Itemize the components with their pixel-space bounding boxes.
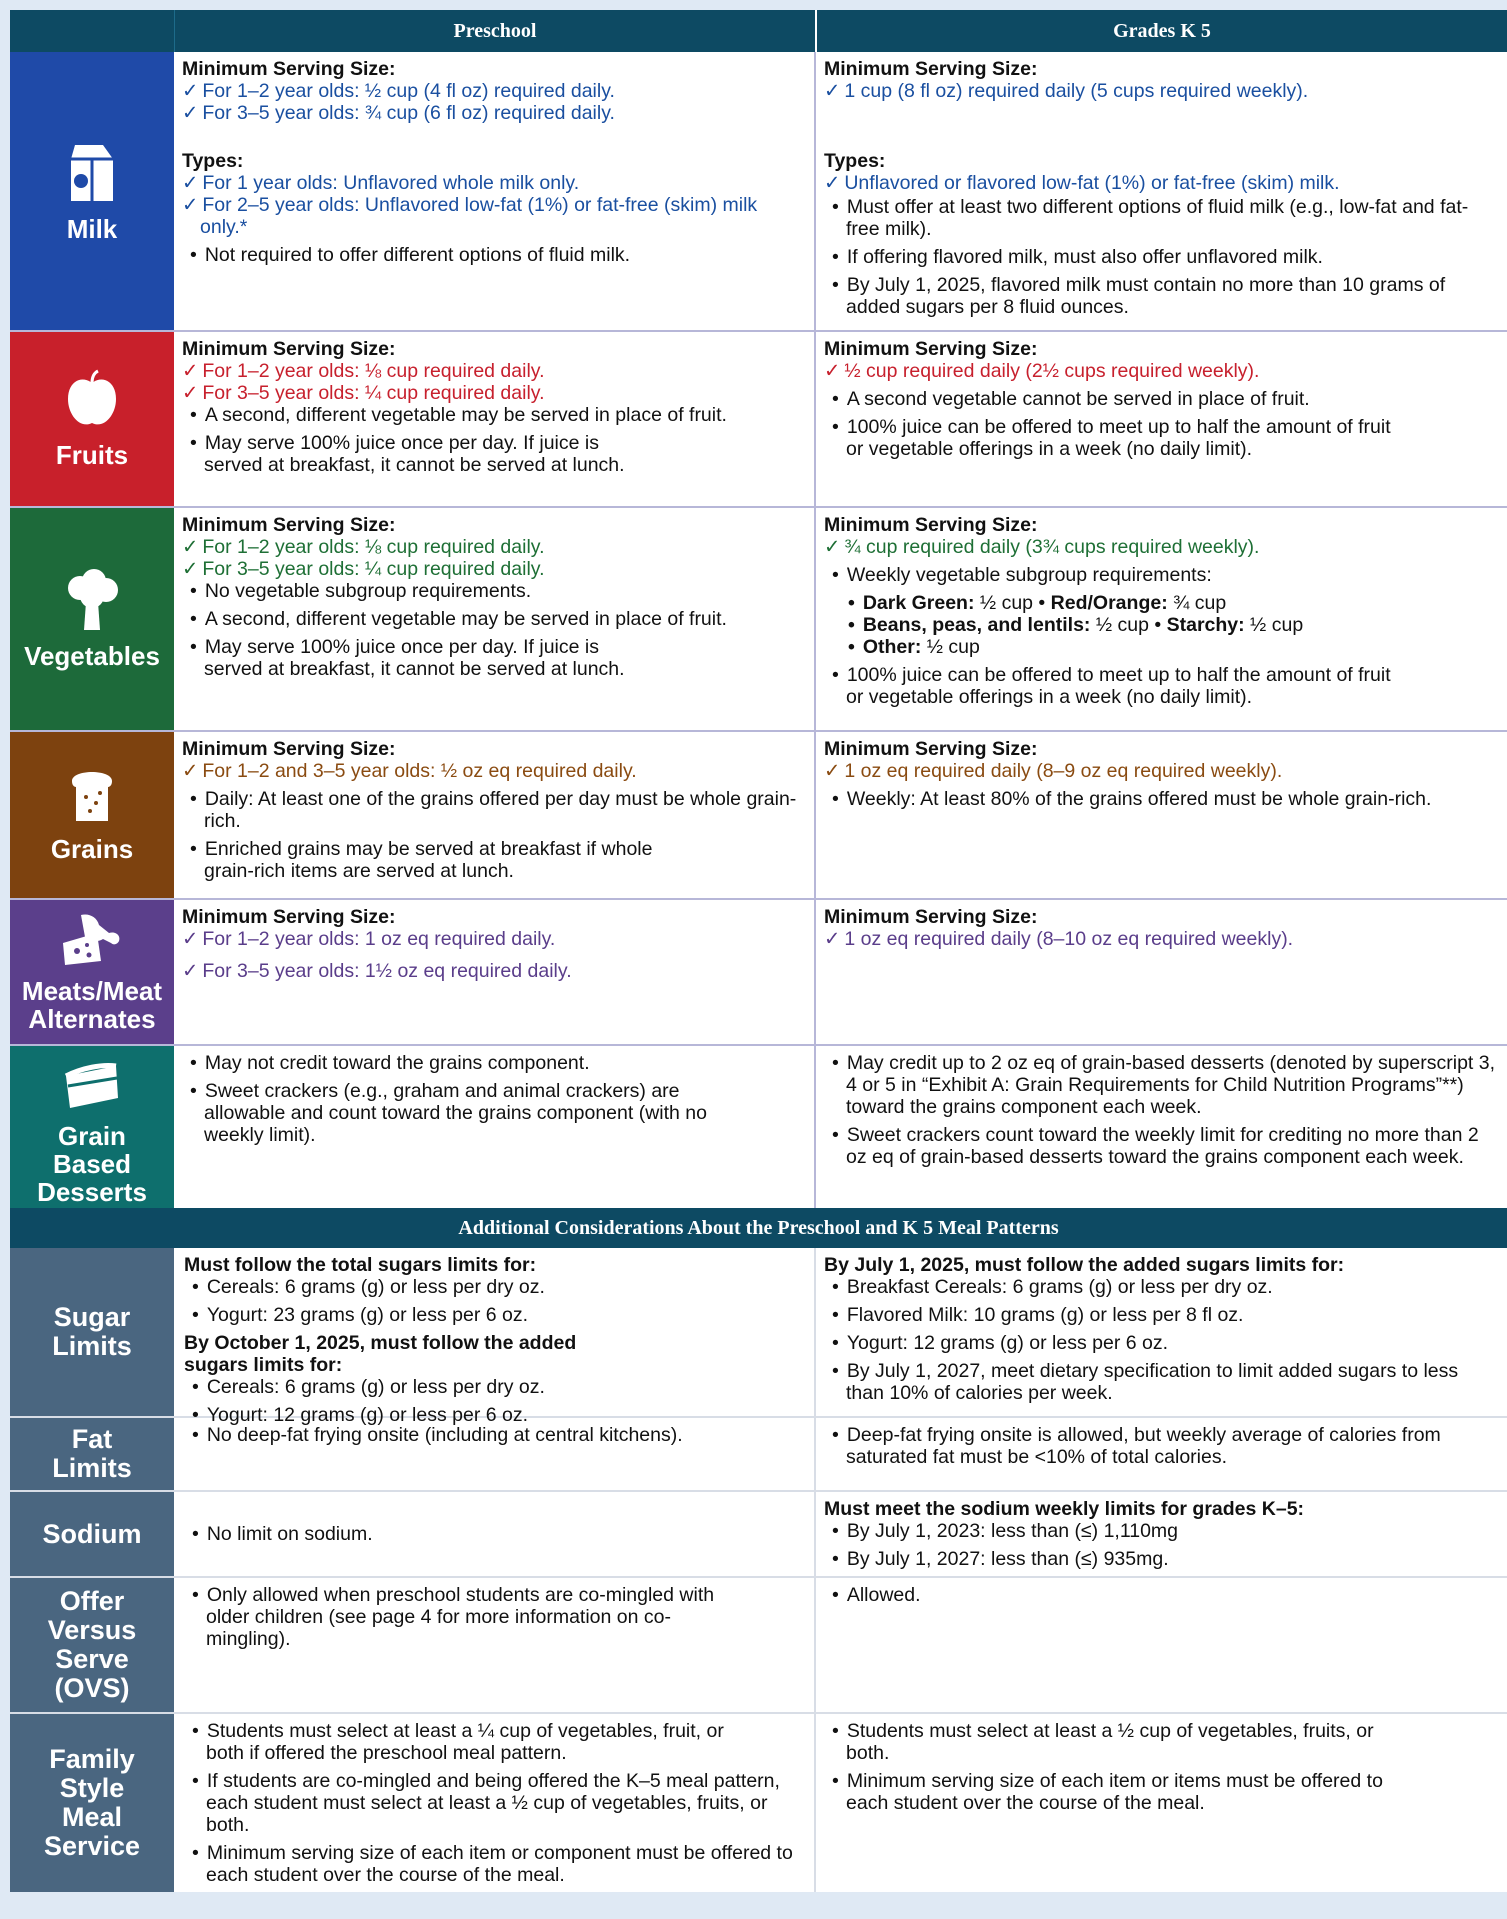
vegetables-k5 [814,508,1507,730]
bullet-item: • Yogurt: 12 grams (g) or less per 6 oz. [824,1332,1499,1354]
header-spacer [10,10,174,52]
bullet-item: • Allowed. [824,1584,1499,1606]
desserts-preschool [174,1046,814,1208]
bullet-item: • Only allowed when preschool students are co-mingled with older children (see page 4 for more information on co-mingling). [184,1584,726,1650]
category-ovs [10,1578,174,1712]
bread-icon [62,767,122,825]
bullet-item: • By July 1, 2027, meet dietary specification to limit added sugars to less than 10% of calories per week. [824,1360,1499,1404]
heading: Minimum Serving Size: [824,738,1038,760]
category-label: Fat [71,1424,113,1454]
row-vegetables [10,508,1507,732]
category-label: Sugar [53,1302,131,1332]
fruits-preschool [174,332,814,506]
row-milk [10,52,1507,332]
family-k5 [814,1714,1507,1892]
header-k5: Grades K 5 [815,10,1507,52]
milk-carton-icon [63,139,121,205]
bullet-item: • May serve 100% juice once per day. If juice is served at breakfast, it cannot be served at lunch. [182,636,644,680]
fat-preschool [174,1418,814,1490]
bullet-item: • Sweet crackers count toward the weekly limit for crediting no more than 2 oz eq of grain-based desserts toward the grains component each week. [824,1124,1499,1168]
bullet-item: • May not credit toward the grains component. [182,1052,806,1074]
check-item: ✓ For 2–5 year olds: Unflavored low-fat (1%) or fat-free (skim) milk only.* [182,194,806,238]
bullet-item: • Breakfast Cereals: 6 grams (g) or less per dry oz. [824,1276,1499,1298]
category-label: Offer [59,1586,125,1616]
row-sodium [10,1492,1507,1578]
bullet-item: • Students must select at least a ¼ cup of vegetables, fruit, or both if offered the preschool meal pattern. [184,1720,766,1764]
meal-pattern-table [10,10,1507,1892]
bullet-item: • If students are co-mingled and being offered the K–5 meal pattern, each student must select at least a ½ cup of vegetables, fruits, or both. [184,1770,786,1836]
category-label: Limits [52,1453,132,1483]
bullet-item: • Enriched grains may be served at breakfast if whole grain-rich items are served at lunch. [182,838,674,882]
bullet-item: • By July 1, 2027: less than (≤) 935mg. [824,1548,1499,1570]
check-item: ✓ ¾ cup required daily (3¾ cups required weekly). [824,536,1499,558]
bullet-item: • Students must select at least a ½ cup of vegetables, fruits, or both. [824,1720,1406,1764]
category-sugar [10,1248,174,1416]
row-family [10,1714,1507,1892]
category-desserts [10,1046,174,1208]
bullet-item: • Must offer at least two different options of fluid milk (e.g., low-fat and fat-free milk). [824,196,1499,240]
check-item: ✓ For 3–5 year olds: 1½ oz eq required daily. [182,960,806,982]
category-sodium [10,1492,174,1576]
check-item: ✓ 1 cup (8 fl oz) required daily (5 cups required weekly). [824,80,1499,102]
row-grains [10,732,1507,900]
check-item: ✓ For 1–2 and 3–5 year olds: ½ oz eq required daily. [182,760,806,782]
category-milk [10,52,174,330]
subgroup-item: • Dark Green: ½ cup • Red/Orange: ¾ cup [824,592,1499,614]
bullet-item: • A second, different vegetable may be served in place of fruit. [182,404,806,426]
heading: Minimum Serving Size: [824,906,1038,928]
heading: Minimum Serving Size: [182,58,396,80]
bullet-item: • 100% juice can be offered to meet up to half the amount of fruit or vegetable offerings in a week (no daily limit). [824,416,1406,460]
row-fruits [10,332,1507,508]
bullet-item: • No limit on sodium. [184,1523,373,1545]
category-vegetables [10,508,174,730]
subgroup-item: • Beans, peas, and lentils: ½ cup • Starchy: ½ cup [824,614,1499,636]
grains-preschool [174,732,814,898]
row-desserts [10,1046,1507,1208]
milk-k5 [814,52,1507,330]
heading: Minimum Serving Size: [824,514,1038,536]
category-fat [10,1418,174,1490]
apple-icon [64,369,120,431]
check-item: ✓ For 3–5 year olds: ¾ cup (6 fl oz) required daily. [182,102,806,124]
meats-preschool [174,900,814,1044]
bullet-item: • Minimum serving size of each item or items must be offered to each student over the course of the meal. [824,1770,1406,1814]
bullet-item: • Flavored Milk: 10 grams (g) or less per 8 fl oz. [824,1304,1499,1326]
category-label: Meal [61,1802,123,1832]
category-label: Serve [55,1644,129,1674]
check-item: ✓ For 1 year olds: Unflavored whole milk only. [182,172,806,194]
check-item: ✓ ½ cup required daily (2½ cups required weekly). [824,360,1499,382]
meat-cheese-icon [59,911,125,967]
heading: Types: [824,150,886,172]
fat-k5 [814,1418,1507,1490]
considerations-title: Additional Considerations About the Preschool and K 5 Meal Patterns [458,1217,1059,1239]
category-label: Based [52,1149,132,1179]
bullet-item: • Weekly vegetable subgroup requirements: [824,564,1499,586]
category-label: Milk [66,214,118,244]
category-label: Service [43,1831,141,1861]
family-preschool [174,1714,814,1892]
sodium-preschool [174,1492,814,1576]
considerations-header [10,1208,1507,1248]
bullet-item: • Yogurt: 23 grams (g) or less per 6 oz. [184,1304,806,1326]
check-item: ✓ Unflavored or flavored low-fat (1%) or fat-free (skim) milk. [824,172,1499,194]
row-fat [10,1418,1507,1492]
category-fruits [10,332,174,506]
heading: Minimum Serving Size: [182,906,396,928]
heading: Minimum Serving Size: [182,514,396,536]
check-item: ✓ For 3–5 year olds: ¼ cup required daily. [182,382,806,404]
bullet-item: • Minimum serving size of each item or component must be offered to each student over the course of the meal. [184,1842,806,1886]
heading: By July 1, 2025, must follow the added sugars limits for: [824,1254,1345,1276]
row-sugar [10,1248,1507,1426]
check-item: ✓ For 1–2 year olds: ⅛ cup required daily. [182,360,806,382]
category-family [10,1714,174,1892]
table-header [10,10,1507,52]
heading: Must follow the total sugars limits for: [184,1254,537,1276]
bullet-item: • Daily: At least one of the grains offered per day must be whole grain-rich. [182,788,806,832]
heading: Minimum Serving Size: [824,58,1038,80]
category-label: Limits [52,1331,132,1361]
category-label: Sodium [42,1518,142,1549]
heading: Types: [182,150,244,172]
category-grains [10,732,174,898]
bullet-item: • 100% juice can be offered to meet up to half the amount of fruit or vegetable offerings in a week (no daily limit). [824,664,1406,708]
heading: Must meet the sodium weekly limits for grades K–5: [824,1498,1305,1520]
category-label: Versus [47,1615,137,1645]
bullet-item: • No deep-fat frying onsite (including at central kitchens). [184,1424,806,1446]
bullet-item: • By July 1, 2025, flavored milk must contain no more than 10 grams of added sugars per 8 fluid ounces. [824,274,1499,318]
heading: Minimum Serving Size: [182,338,396,360]
bullet-item: • May serve 100% juice once per day. If juice is served at breakfast, it cannot be served at lunch. [182,432,644,476]
check-item: ✓ 1 oz eq required daily (8–10 oz eq required weekly). [824,928,1499,950]
check-item: ✓ 1 oz eq required daily (8–9 oz eq required weekly). [824,760,1499,782]
cake-slice-icon [62,1062,122,1112]
heading: Minimum Serving Size: [182,738,396,760]
category-label: Vegetables [24,641,160,671]
desserts-k5 [814,1046,1507,1208]
category-label: Grain [58,1121,126,1151]
bullet-item: • May credit up to 2 oz eq of grain-based desserts (denoted by superscript 3, 4 or 5 in “Exhibit A: Grain Requirements for Child Nutrition Programs”**) toward the grains component each week. [824,1052,1499,1118]
bullet-item: • Sweet crackers (e.g., graham and animal crackers) are allowable and count toward the grains component (with no weekly limit). [182,1080,744,1146]
category-label: (OVS) [54,1673,130,1703]
bullet-item: • Weekly: At least 80% of the grains offered must be whole grain-rich. [824,788,1499,810]
subgroup-item: • Other: ½ cup [824,636,1499,658]
category-label: Alternates [28,1004,156,1034]
bullet-item: • A second vegetable cannot be served in place of fruit. [824,388,1499,410]
bullet-item: • Not required to offer different options of fluid milk. [182,244,806,266]
bullet-item: • No vegetable subgroup requirements. [182,580,806,602]
milk-preschool [174,52,814,330]
bullet-item: • Cereals: 6 grams (g) or less per dry oz. [184,1376,806,1398]
sugar-preschool [174,1248,814,1426]
category-meats [10,900,174,1044]
heading: By October 1, 2025, must follow the added sugars limits for: [184,1332,577,1376]
bullet-item: • Yogurt: 12 grams (g) or less per 6 oz. [184,1404,806,1426]
category-label: Style [59,1773,125,1803]
ovs-k5 [814,1578,1507,1712]
sugar-k5 [814,1248,1507,1416]
heading: Minimum Serving Size: [824,338,1038,360]
fruits-k5 [814,332,1507,506]
meats-k5 [814,900,1507,1044]
grains-k5 [814,732,1507,898]
category-label: Family [49,1744,135,1774]
vegetables-preschool [174,508,814,730]
category-label: Desserts [37,1177,147,1207]
bullet-item: • A second, different vegetable may be served in place of fruit. [182,608,806,630]
check-item: ✓ For 1–2 year olds: ⅛ cup required daily. [182,536,806,558]
check-item: ✓ For 1–2 year olds: 1 oz eq required daily. [182,928,806,950]
ovs-preschool [174,1578,814,1712]
header-preschool: Preschool [174,10,815,52]
row-ovs [10,1578,1507,1714]
bullet-item: • By July 1, 2023: less than (≤) 1,110mg [824,1520,1499,1542]
bullet-item: • Deep-fat frying onsite is allowed, but weekly average of calories from saturated fat must be <10% of total calories. [824,1424,1499,1468]
category-label: Fruits [55,440,129,470]
sodium-k5 [814,1492,1507,1576]
check-item: ✓ For 1–2 year olds: ½ cup (4 fl oz) required daily. [182,80,806,102]
check-item: ✓ For 3–5 year olds: ¼ cup required daily. [182,558,806,580]
broccoli-icon [62,568,122,632]
bullet-item: • If offering flavored milk, must also offer unflavored milk. [824,246,1499,268]
row-meats [10,900,1507,1046]
category-label: Grains [50,834,134,864]
bullet-item: • Cereals: 6 grams (g) or less per dry oz. [184,1276,806,1298]
category-label: Meats/Meat [21,976,163,1006]
